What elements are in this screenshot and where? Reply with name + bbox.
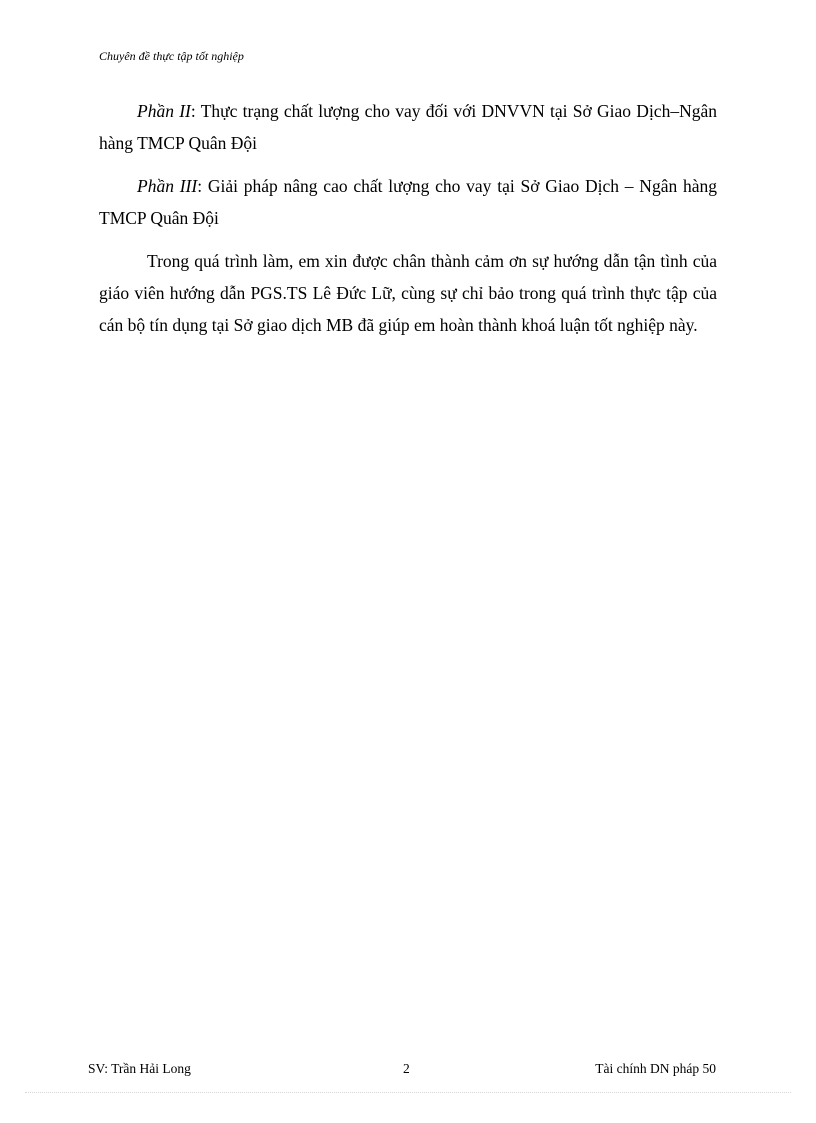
part-2-label: Phần II bbox=[137, 101, 191, 121]
part-2-text: : Thực trạng chất lượng cho vay đối với DNVVN tại Sở Giao Dịch–Ngân hàng TMCP Quân Đội bbox=[99, 101, 717, 153]
part-3-text: : Giải pháp nâng cao chất lượng cho vay tại Sở Giao Dịch – Ngân hàng TMCP Quân Đội bbox=[99, 176, 717, 228]
page-footer bbox=[88, 1060, 716, 1078]
running-header: Chuyên đề thực tập tốt nghiệp bbox=[99, 49, 244, 63]
footer-student-name: SV: Trần Hải Long bbox=[88, 1061, 191, 1076]
document-body bbox=[99, 95, 717, 352]
footer-page-number: 2 bbox=[403, 1061, 410, 1076]
part-2-paragraph bbox=[99, 95, 717, 159]
part-3-paragraph bbox=[99, 170, 717, 234]
page-bottom-divider bbox=[25, 1092, 791, 1093]
acknowledgement-paragraph: Trong quá trình làm, em xin được chân thành cảm ơn sự hướng dẫn tận tình của giáo viên hướng dẫn PGS.TS Lê Đức Lữ, cùng sự chỉ bảo trong quá trình thực tập của cán bộ tín dụng tại Sở giao dịch MB đã giúp em hoàn thành khoá luận tốt nghiệp này. bbox=[99, 251, 717, 335]
footer-class-name: Tài chính DN pháp 50 bbox=[595, 1061, 716, 1076]
part-3-label: Phần III bbox=[137, 176, 198, 196]
